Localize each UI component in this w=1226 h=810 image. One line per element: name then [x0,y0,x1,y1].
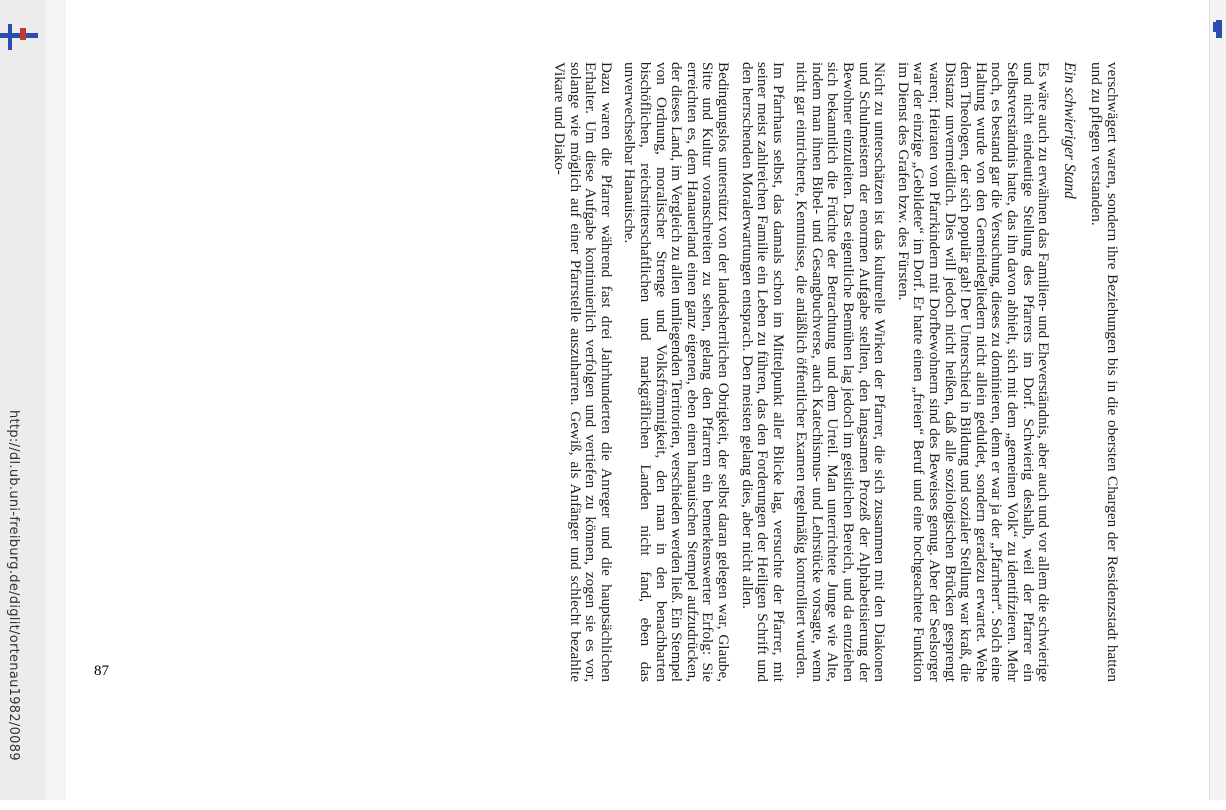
page-text [60,62,1120,682]
paragraph-3: Im Pfarrhaus selbst, das damals schon im Mittelpunkt aller Blicke lag, versuchte der Pfarrer, mit seiner meist zahlreichen Familie ein Leben zu führen, das den Forderungen der Heiligen Schrift und den herrschenden Moralerwartungen entsprach. Den meisten gelang dies, aber nicht allen. [738,62,787,682]
section-heading: Ein schwieriger Stand [1060,62,1078,199]
rotated-page [60,62,1120,682]
watermark-text [0,410,23,761]
right-edge-mark-small [1213,22,1216,32]
right-edge-mark [1216,20,1222,38]
page-number: 87 [94,663,109,679]
library-logo-mark [0,24,38,50]
opening-paragraph: verschwägert waren, sondern ihre Beziehungen bis in die obersten Chargen der Residenzstadt hatten und zu pflegen verstanden. [1088,62,1121,682]
paragraph-1: Es wäre auch zu erwähnen das Familien- und Eheverständnis, aber auch und vor allem die schwierige und nicht eindeutige Stellung des Pfarrers im Dorf. Schwierig deshalb, weil der Pfarrer ein Selbstverständnis hatte, das ihn davon abhielt, sich mit dem „gemeinen Volk“ zu identifizieren. Mehr noch, es bestand gar die Versuchung, dieses zu dominieren, denn er war ja der „Pfarrherr“. Solch eine Haltung wurde von den Gemeindegliedern nicht allein geduldet, sondern geradezu erwartet. Wehe dem Theologen, der sich populär gab! Der Unterschied in Bildung und sozialer Stellung war kraß, die Distanz unvermeidlich. Dies will jedoch nicht heißen, daß alle soziologischen Brücken gesprengt waren; Heiraten von Pfarrkindern mit Dorfbewohnern sind des Beweises genug. Aber der Seelsorger war der einzige „Gebildete“ im Dorf. Er hatte einen „freien“ Beruf und eine hochgeachtete Funktion im Dienst des Grafen bzw. des Fürsten. [894,62,1053,682]
paragraph-4: Bedingungslos unterstützt von der landesherrlichen Obrigkeit, der selbst daran gelegen war, Glaube, Sitte und Kultur voranschreiten zu sehen, gelang den Pfarrern ein bemerkenswerter Erfolg: Sie erreichten es, dem Hanauerland einen ganz eigenen, eben einen hanauischen Stempel aufzudrücken, der dieses Land, im Vergleich zu allen umliegenden Territorien, verschieden werden ließ. Ein Stempel von Ordnung, moralischer Strenge und Volksfrömmigkeit, den man in den benachbarten bischöflichen, reichsritterschaftlichen und markgräflichen Landen nicht fand, eben das unverwechselbar Hanauische. [621,62,732,682]
paragraph-2: Nicht zu unterschätzen ist das kulturelle Wirken der Pfarrer, die sich zusammen mit den Diakonen und Schulmeistern der enormen Aufgabe stellten, den langsamen Prozeß der Alphabetisierung der Bewohner einzuleiten. Das eigentliche Bemühen lag jedoch im geistlichen Bereich, und da entziehen sich bekanntlich die Früchte der Betrachtung und dem Urteil. Man unterrichtete Junge wie Alte, indem man ihnen Bibel- und Gesangbuchverse, auch Katechismus- und Lehrstücke vorsagte, wenn nicht gar eintrichterte, Kenntnisse, die anläßlich öffentlicher Examen regelmäßig kontrolliert wurden. [793,62,889,682]
paragraph-5: Dazu waren die Pfarrer während fast drei Jahrhunderten die Anreger und die hauptsächlichen Erhalter. Um diese Aufgabe kontinuierlich verfolgen und vertiefen zu können, zogen sie es vor, solange wie möglich auf einer Pfarrstelle auszuharren. Gewiß, als Anfänger und schlecht bezahlte Vikare und Diako- [551,62,615,682]
right-margin-strip [1209,0,1226,800]
watermark-url: http://dl.ub.uni-freiburg.de/diglit/ortenau1982/0089 [6,410,21,761]
watermark-area [0,410,46,810]
